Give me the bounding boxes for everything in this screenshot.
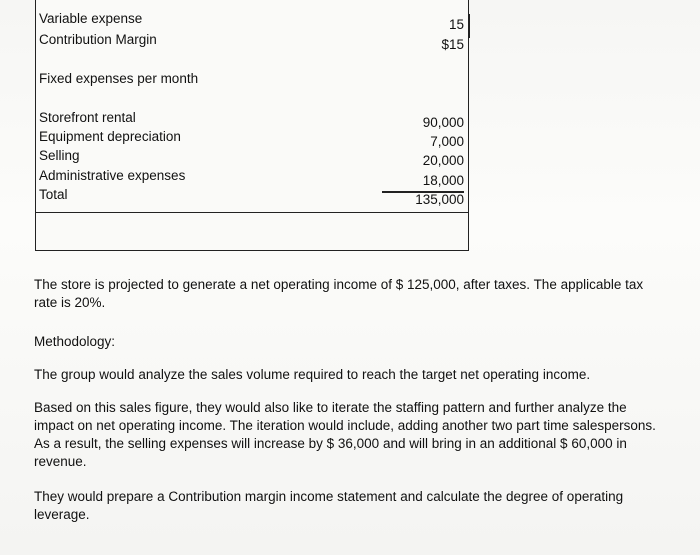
analysis-paragraph: The group would analyze the sales volume required to reach the target net operating income. <box>34 367 591 382</box>
item-label-storefront: Storefront rental <box>39 110 136 125</box>
methodology-heading: Methodology: <box>34 334 116 349</box>
item-value-total: 135,000 <box>415 192 464 207</box>
table-bottom-rule <box>36 212 468 213</box>
contribution-margin-value: $15 <box>441 37 464 52</box>
variable-expense-label: Variable expense <box>39 11 143 26</box>
contribution-margin-label: Contribution Margin <box>39 32 157 47</box>
projection-paragraph: The store is projected to generate a net operating income of $ 125,000, after taxes. The applicable tax rate is 20%. <box>34 277 644 310</box>
item-value-selling: 20,000 <box>422 153 464 168</box>
item-value-storefront: 90,000 <box>422 115 464 130</box>
variable-expense-value: 15 <box>448 17 464 32</box>
item-value-administrative: 18,000 <box>422 173 464 188</box>
fixed-expenses-heading: Fixed expenses per month <box>39 71 199 86</box>
cost-statement-table <box>35 0 469 251</box>
iteration-paragraph: Based on this sales figure, they would also like to iterate the staffing pattern and further analyze the impact on net operating income. The iteration would include, adding another two part time salespersons. As a result, the selling expenses will increase by $ 36,000 and will bring in an additional $ 60,000 in revenue. <box>34 400 656 469</box>
column-divider <box>468 14 470 38</box>
item-label-selling: Selling <box>39 148 80 163</box>
item-value-equipment: 7,000 <box>430 134 464 149</box>
item-label-total: Total <box>39 187 68 202</box>
item-label-equipment: Equipment depreciation <box>39 129 181 144</box>
item-label-administrative: Administrative expenses <box>39 168 186 183</box>
prepare-paragraph: They would prepare a Contribution margin income statement and calculate the degree of operating leverage. <box>34 489 624 522</box>
